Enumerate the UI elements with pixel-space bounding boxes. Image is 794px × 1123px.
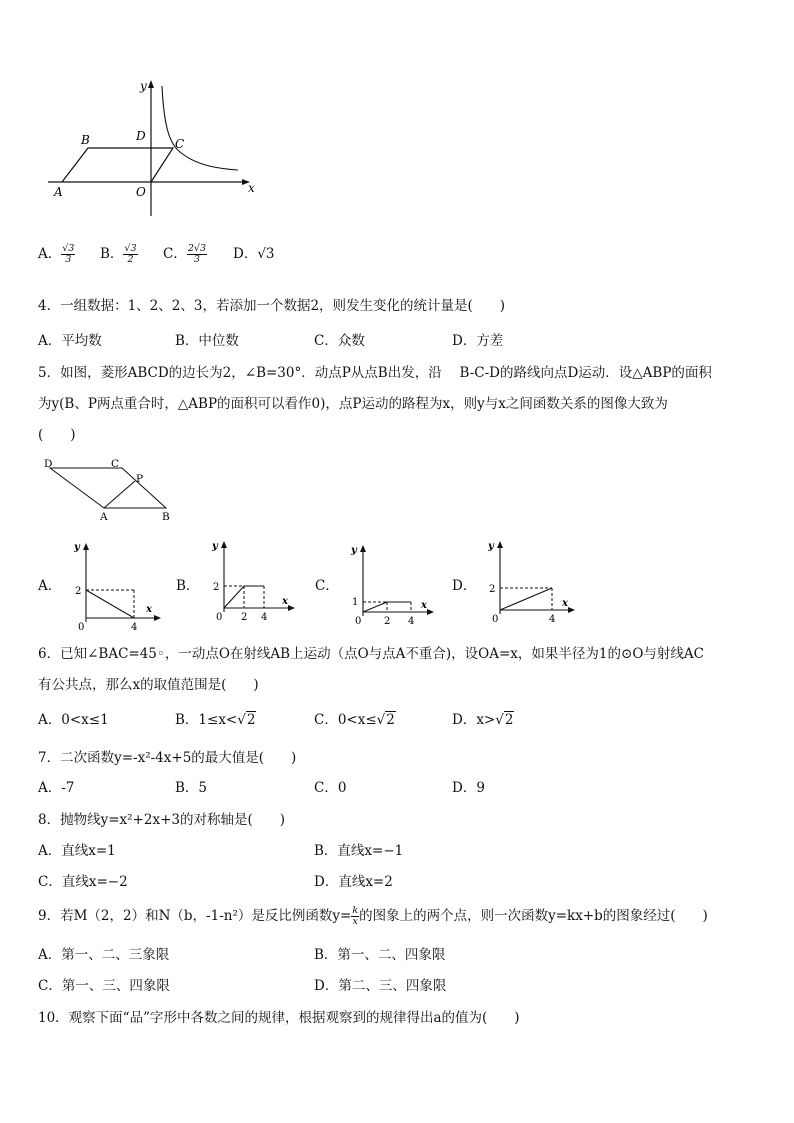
q7-option-a[interactable]: A．-7 xyxy=(38,780,75,796)
q5-rhombus-figure xyxy=(38,456,178,524)
q7-option-b[interactable]: B．5 xyxy=(175,780,208,796)
q9-option-d[interactable]: D．第二、三、四象限 xyxy=(314,978,447,994)
svg-text:2: 2 xyxy=(241,612,248,623)
svg-text:y: y xyxy=(351,545,357,556)
svg-text:4: 4 xyxy=(408,616,415,627)
label-x: x xyxy=(248,181,255,195)
svg-text:0: 0 xyxy=(355,616,362,627)
svg-text:2: 2 xyxy=(384,616,391,627)
label-y: y xyxy=(140,79,147,93)
svg-text:2: 2 xyxy=(75,586,82,597)
parallelogram xyxy=(62,148,173,182)
label-D: D xyxy=(136,129,146,143)
label-D: D xyxy=(44,458,53,470)
q9-option-b[interactable]: B．第一、二、四象限 xyxy=(314,947,446,963)
svg-text:x: x xyxy=(282,596,288,607)
q6-stem-line1: 6．已知∠BAC=45◦，一动点O在射线AB上运动（点O与点A不重合)，设OA=x，如果半径为1的⊙O与射线AC xyxy=(38,646,704,662)
label-A: A xyxy=(54,185,63,199)
q5-stem-line3: ( ) xyxy=(38,427,76,443)
svg-text:0: 0 xyxy=(216,612,223,623)
svg-text:x: x xyxy=(562,598,568,609)
q4-stem: 4．一组数据：1、2、2、3，若添加一个数据2，则发生变化的统计量是( ) xyxy=(38,298,506,314)
label-B: B xyxy=(81,133,90,147)
q8-option-c[interactable]: C．直线x=−2 xyxy=(38,874,128,890)
svg-text:2: 2 xyxy=(213,582,220,593)
label-C: C xyxy=(175,137,185,151)
svg-text:0: 0 xyxy=(492,614,499,625)
q6-option-a[interactable]: A．0<x≤1 xyxy=(38,712,109,728)
q9-stem: 9．若M（2，2）和N（b，-1-n²）是反比例函数y= $\frac{k}{x}$ 的图象上的两个点，则一次函数y=kx+b的图象经过( ) xyxy=(38,905,708,927)
label-O: O xyxy=(136,185,146,199)
q9-option-c[interactable]: C．第一、三、四象限 xyxy=(38,978,170,994)
label-P: P xyxy=(136,473,144,485)
q6-options xyxy=(38,710,738,732)
q4-option-a[interactable]: A．平均数 xyxy=(38,333,102,349)
svg-text:4: 4 xyxy=(261,612,268,623)
q8-option-b[interactable]: B．直线x=−1 xyxy=(314,843,404,859)
q3-option-c[interactable]: C． $\frac{2√3}{3}$ xyxy=(163,243,206,265)
label-A: A xyxy=(100,511,108,523)
q8-options-row2 xyxy=(38,872,738,892)
q9-fraction: $\frac{k}{x}$ xyxy=(352,905,359,927)
hyperbola xyxy=(162,86,238,170)
q5-graph-b[interactable] xyxy=(204,538,314,634)
svg-text:y: y xyxy=(74,542,80,553)
q7-option-c[interactable]: C．0 xyxy=(314,780,347,796)
svg-text:2: 2 xyxy=(489,584,496,595)
svg-text:y: y xyxy=(212,541,218,552)
label-C: C xyxy=(111,458,120,470)
svg-text:1: 1 xyxy=(352,597,359,608)
q9-options-row1 xyxy=(38,945,738,965)
q5-stem-line1: 5．如图，菱形ABCD的边长为2，∠B=30°．动点P从点B出发，沿 B-C-D的路线向点D运动．设△ABP的面积 xyxy=(38,365,712,381)
q9-options-row2 xyxy=(38,976,738,996)
q3-option-b[interactable]: B． $\frac{√3}{2}$ xyxy=(100,243,137,265)
rhombus xyxy=(50,468,166,508)
q8-option-a[interactable]: A．直线x=1 xyxy=(38,843,116,859)
q5-stem-line2: 为y(B、P两点重合时，△ABP的面积可以看作0)，点P运动的路程为x，则y与x之间函数关系的图像大致为 xyxy=(38,396,668,412)
q3-figure xyxy=(40,78,270,223)
q5-graph-a[interactable] xyxy=(66,538,176,634)
q5-option-b[interactable]: B． xyxy=(176,578,200,594)
q5-graph-d[interactable] xyxy=(480,538,590,634)
svg-text:x: x xyxy=(421,600,427,611)
svg-text:0: 0 xyxy=(78,622,85,633)
q8-options-row1 xyxy=(38,841,738,861)
q7-options xyxy=(38,778,738,798)
q4-options xyxy=(38,331,738,351)
svg-text:4: 4 xyxy=(549,614,556,625)
q6-option-c[interactable]: C．0<x≤√2 xyxy=(314,712,395,728)
q8-stem: 8．抛物线y=x²+2x+3的对称轴是( ) xyxy=(38,812,286,828)
q3-option-d[interactable]: D．√3 xyxy=(233,246,275,262)
q5-graph-c[interactable] xyxy=(343,538,453,634)
q5-option-c[interactable]: C． xyxy=(315,578,339,594)
q7-stem: 7．二次函数y=-x²-4x+5的最大值是( ) xyxy=(38,750,297,766)
q6-stem-line2: 有公共点，那么x的取值范围是( ) xyxy=(38,677,259,693)
q4-option-d[interactable]: D．方差 xyxy=(452,333,504,349)
q7-option-d[interactable]: D．9 xyxy=(452,780,485,796)
q8-option-d[interactable]: D．直线x=2 xyxy=(314,874,393,890)
q4-option-b[interactable]: B．中位数 xyxy=(175,333,239,349)
q3-option-a[interactable]: A． $\frac{√3}{3}$ xyxy=(38,243,75,265)
svg-text:y: y xyxy=(488,541,494,552)
q9-option-a[interactable]: A．第一、二、三象限 xyxy=(38,947,170,963)
q6-option-d[interactable]: D．x>√2 xyxy=(452,712,514,728)
q5-option-a[interactable]: A． xyxy=(38,578,62,594)
q5-option-d[interactable]: D． xyxy=(452,578,477,594)
q3-options xyxy=(38,244,338,268)
q10-stem: 10．观察下面“品”字形中各数之间的规律，根据观察到的规律得出a的值为( ) xyxy=(38,1010,520,1026)
q4-option-c[interactable]: C．众数 xyxy=(314,333,365,349)
svg-text:x: x xyxy=(146,604,152,615)
svg-text:4: 4 xyxy=(131,622,138,633)
label-B: B xyxy=(162,511,170,523)
q6-option-b[interactable]: B．1≤x<√2 xyxy=(175,712,256,728)
